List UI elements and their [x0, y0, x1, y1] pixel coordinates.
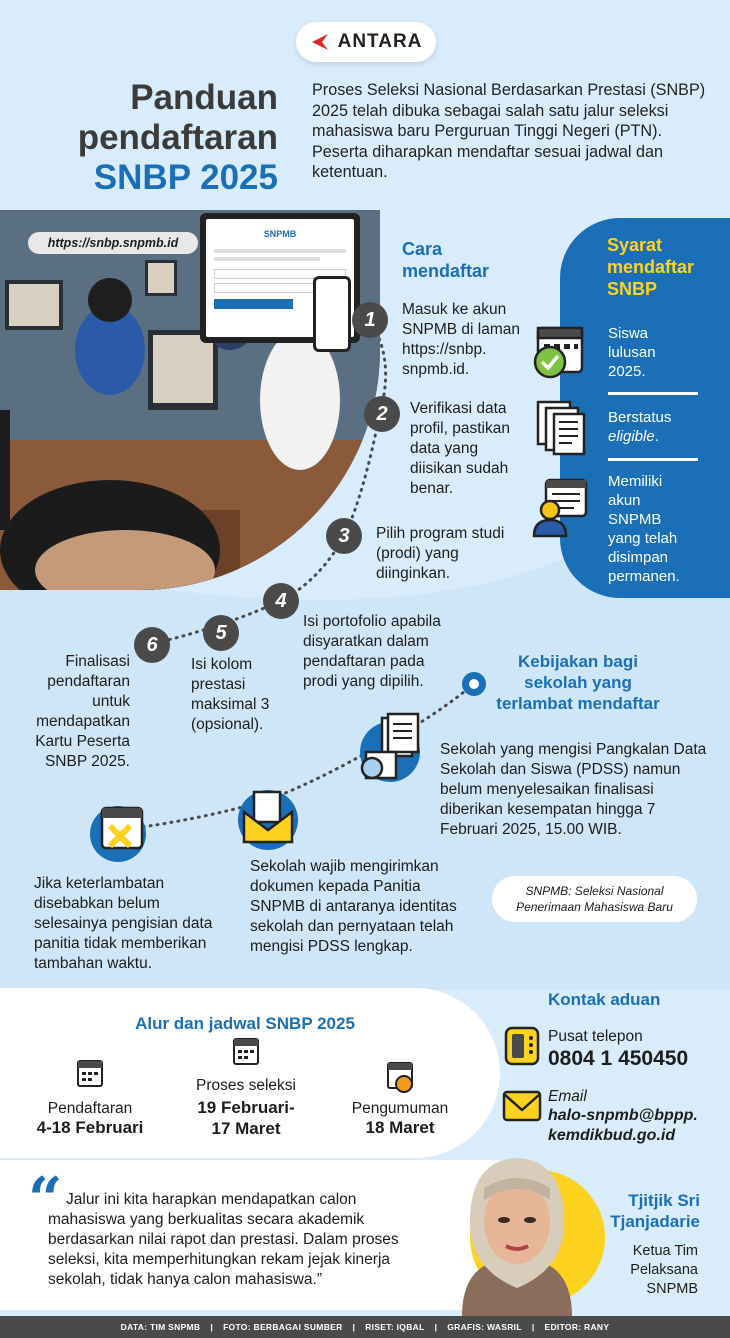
step-6-text: Finalisasi pendaftaran untuk mendapatkan Kartu Peserta SNBP 2025.	[35, 653, 130, 770]
kebijakan-item-1: Sekolah yang mengisi Pangkalan Data Sekolah dan Siswa (PDSS) namun belum menyelesaikan finalisasi diberikan kesempatan hingga 7 Februari 2025, 15.00 WIB.	[440, 741, 707, 838]
step-3-text: Pilih program studi (prodi) yang diinginkan.	[376, 525, 505, 582]
quote-mark-icon: “	[28, 1165, 63, 1235]
step-1-text: Masuk ke akun SNPMB di laman https://snbp. snpmb.id.	[402, 301, 521, 378]
intro-paragraph: Proses Seleksi Nasional Berdasarkan Prestasi (SNBP) 2025 telah dibuka sebagai salah satu jalur seleksi mahasiswa baru Perguruan Tinggi Negeri (PTN). Peserta diharapkan mendaftar sesuai jadwal dan ketentuan.	[312, 81, 706, 181]
calendar-alert-icon	[386, 1060, 416, 1099]
path-start-marker	[462, 672, 486, 696]
kontak-title: Kontak aduan	[548, 990, 661, 1009]
screen-logo: SNPMB	[263, 229, 297, 239]
alur-item-2-label: Proses seleksi	[196, 1077, 296, 1094]
document-search-icon	[356, 712, 436, 791]
alur-item-1-label: Pendaftaran	[47, 1100, 133, 1117]
quote-text: Jalur ini kita harapkan mendapatkan calon mahasiswa yang berkualitas secara akademik berdasarkan nilai rapot dan prestasi. Dalam proses seleksi, kita memperhitungkan rekam jejak kinerja sekolah, tidak hanya calon mahasiswa.”	[48, 1191, 399, 1288]
calendar-check-icon	[530, 322, 588, 385]
alur-item-3-date: 18 Maret	[365, 1118, 435, 1137]
antara-logo-mark-icon	[310, 32, 332, 52]
step-4-circle: 4	[263, 583, 299, 619]
phone-icon	[502, 1024, 542, 1073]
page-title: Panduan pendaftaran SNBP 2025	[77, 78, 278, 197]
alur-item-1-date: 4-18 Februari	[36, 1118, 144, 1137]
calendar-x-icon	[88, 800, 152, 869]
step-4-text: Isi portofolio apabila disyaratkan dalam pendaftaran pada prodi yang dipilih.	[303, 613, 441, 690]
user-account-icon	[530, 476, 590, 543]
divider	[608, 458, 698, 461]
step-6-circle: 6	[134, 627, 170, 663]
step-2-circle: 2	[364, 396, 400, 432]
documents-icon	[532, 398, 588, 463]
calendar-icon	[232, 1036, 260, 1071]
phone-mockup	[313, 276, 351, 352]
alur-item-2-date: 19 Februari- 17 Maret	[197, 1098, 295, 1138]
snpmb-note: SNPMB: Seleksi Nasional Penerimaan Mahasiswa Baru	[492, 876, 697, 922]
step-2-text: Verifikasi data profil, pastikan data yang diisikan sudah benar.	[410, 400, 510, 497]
step-5-circle: 5	[203, 615, 239, 651]
quote-author-name: Tjitjik Sri Tjanjadarie	[610, 1191, 700, 1231]
email-address[interactable]: halo-snpmb@bppp. kemdikbud.go.id	[548, 1107, 698, 1144]
syarat-item-2: Berstatus eligible.	[608, 409, 672, 445]
alur-item-3-label: Pengumuman	[351, 1100, 449, 1117]
credits-footer: DATA: TIM SNPMB | FOTO: BERBAGAI SUMBER | RISET: IQBAL | GRAFIS: WASRIL | EDITOR: RANY	[0, 1316, 730, 1338]
quote-author-role: Ketua Tim Pelaksana SNPMB	[630, 1243, 698, 1297]
portrait-avatar	[452, 1148, 582, 1321]
phone-number[interactable]: 0804 1 450450	[548, 1047, 689, 1070]
syarat-item-1: Siswa lulusan 2025.	[608, 325, 656, 380]
mail-document-icon	[236, 786, 300, 855]
kebijakan-item-3: Jika keterlambatan disebabkan belum selesainya pengisian data panitia tidak memberikan tambahan waktu.	[34, 875, 213, 972]
step-3-circle: 3	[326, 518, 362, 554]
mail-icon	[502, 1088, 542, 1129]
logo-text: ANTARA	[337, 31, 423, 52]
step-1-circle: 1	[352, 302, 388, 338]
url-label: https://snbp.snpmb.id	[28, 232, 198, 254]
antara-logo	[296, 22, 436, 62]
alur-title: Alur dan jadwal SNBP 2025	[135, 1014, 355, 1033]
divider	[608, 392, 698, 395]
calendar-icon	[76, 1058, 104, 1093]
email-label: Email	[548, 1088, 587, 1105]
kebijakan-item-2: Sekolah wajib mengirimkan dokumen kepada Panitia SNPMB di antaranya identitas sekolah dan pernyataan telah mengisi PDSS lengkap.	[250, 858, 457, 955]
step-5-text: Isi kolom prestasi maksimal 3 (opsional).	[191, 656, 270, 733]
cara-title: Cara mendaftar	[402, 239, 490, 281]
phone-label: Pusat telepon	[548, 1028, 643, 1045]
syarat-item-3: Memiliki akun SNPMB yang telah disimpan permanen.	[608, 473, 680, 585]
syarat-title: Syarat mendaftar SNBP	[607, 235, 695, 299]
kebijakan-title: Kebijakan bagi sekolah yang terlambat mendaftar	[496, 652, 660, 713]
